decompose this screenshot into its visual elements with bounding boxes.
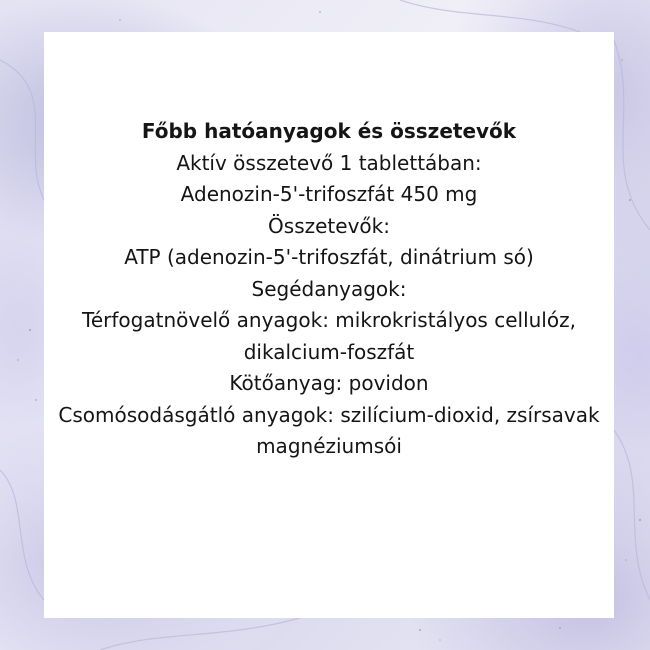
text-line: Adenozin-5'-trifoszfát 450 mg — [180, 182, 478, 206]
text-line: dikalcium-foszfát — [243, 339, 415, 364]
text-line: Csomósodásgátló anyagok: szilícium-dioxid, zsírsavak — [58, 402, 600, 427]
section-title: Főbb hatóanyagok és összetevők — [141, 119, 517, 143]
text-line: Segédanyagok: — [251, 276, 407, 301]
text-line: Összetevők: — [268, 213, 390, 238]
text-line: magnéziumsói — [256, 434, 402, 458]
text-line: ATP (adenozin-5'-trifoszfát, dinátrium só) — [124, 245, 534, 269]
content-card — [44, 32, 614, 618]
text-line: Aktív összetevő 1 tablettában: — [176, 150, 482, 175]
text-line: Térfogatnövelő anyagok: mikrokristályos cellulóz, — [82, 308, 576, 332]
text-line: Kötőanyag: povidon — [229, 371, 429, 395]
ingredients-text-block — [44, 116, 614, 463]
